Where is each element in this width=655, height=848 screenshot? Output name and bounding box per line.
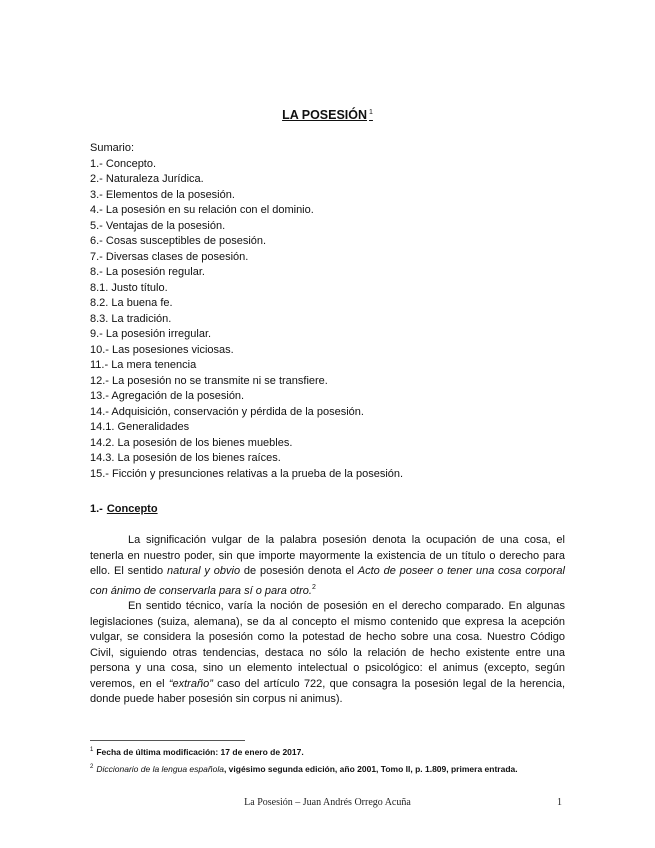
summary-item: 11.- La mera tenencia bbox=[90, 359, 197, 371]
para2-text-c: caso del artículo 722, que consagra la posesión legal de la herencia, donde puede haber posesión sin corpus ni animus). bbox=[90, 677, 565, 705]
summary-item: 14.3. La posesión de los bienes raíces. bbox=[90, 452, 281, 464]
footnote-1-number: 1 bbox=[90, 747, 94, 753]
summary-item: 14.1. Generalidades bbox=[90, 421, 190, 433]
footnote-2 bbox=[90, 760, 570, 777]
section-number: 1.- bbox=[90, 503, 103, 515]
paragraph-1 bbox=[90, 533, 565, 599]
summary-label: Sumario: bbox=[90, 142, 135, 154]
summary-item: 5.- Ventajas de la posesión. bbox=[90, 219, 226, 232]
summary-item: 3.- Elementos de la posesión. bbox=[90, 188, 235, 201]
para1-italic-d: Acto de poseer o tener una cosa corporal con ánimo de conservarla para sí o para otro. bbox=[90, 565, 565, 597]
footnote-2-italic: Diccionario de la lengua española bbox=[96, 764, 224, 774]
summary-item: 8.2. La buena fe. bbox=[90, 297, 173, 309]
summary-item: 8.1. Justo título. bbox=[90, 281, 168, 294]
summary-item: 1.- Concepto. bbox=[90, 157, 157, 170]
para1-italic-b: natural y obvio bbox=[166, 565, 241, 577]
section-heading bbox=[90, 503, 158, 515]
summary-item: 13.- Agregación de la posesión. bbox=[90, 390, 245, 402]
summary-item: 14.2. La posesión de los bienes muebles. bbox=[90, 436, 293, 449]
body-text bbox=[90, 533, 565, 708]
footnote-2-text: , vigésimo segunda edición, año 2001, Tomo II, p. 1.809, primera entrada. bbox=[223, 764, 518, 774]
page-title bbox=[0, 108, 655, 122]
summary-item: 10.- Las posesiones viciosas. bbox=[90, 343, 234, 356]
footnote-ref-2[interactable]: 2 bbox=[311, 583, 316, 591]
footnote-1-text: Fecha de última modificación: 17 de enero de 2017. bbox=[96, 747, 304, 757]
summary-item: 6.- Cosas susceptibles de posesión. bbox=[90, 235, 267, 247]
footnotes bbox=[90, 743, 570, 777]
summary-item: 4.- La posesión en su relación con el dominio. bbox=[90, 204, 314, 216]
para2-italic-b: “extraño” bbox=[168, 677, 213, 690]
page-number: 1 bbox=[557, 797, 562, 808]
summary-item: 15.- Ficción y presunciones relativas a la prueba de la posesión. bbox=[90, 467, 404, 480]
summary-item: 8.3. La tradición. bbox=[90, 312, 172, 325]
footnote-divider bbox=[90, 740, 245, 741]
title-text: LA POSESIÓN bbox=[282, 108, 368, 122]
summary-item: 14.- Adquisición, conservación y pérdida de la posesión. bbox=[90, 405, 364, 418]
summary-list bbox=[90, 141, 570, 482]
page-footer: La Posesión – Juan Andrés Orrego Acuña bbox=[244, 797, 411, 808]
footnote-1 bbox=[90, 743, 570, 760]
para1-text-a: La significación vulgar de la palabra posesión denota la ocupación de una cosa, el tenerla en nuestro poder, sin que importe mayormente la existencia de un título o derecho para ello. El sentido bbox=[90, 534, 565, 577]
para2-text-a: En sentido técnico, varía la noción de posesión en el derecho comparado. En algunas legislaciones (suiza, alemana), se da al concepto el mismo contenido que expresa la acepción vulgar, se considera la posesión como la potestad de hecho sobre una cosa. Nuestro Código Civil, siguiendo otras tendencias, destaca no sólo la relación de hecho existente entre una persona y una cosa, sino un elemento intelectual o psicológico: el animus (excepto, según veremos, en el bbox=[90, 600, 565, 690]
summary-item: 8.- La posesión regular. bbox=[90, 266, 205, 278]
paragraph-2 bbox=[90, 599, 565, 708]
summary-item: 12.- La posesión no se transmite ni se transfiere. bbox=[90, 374, 328, 387]
footnote-2-number: 2 bbox=[90, 764, 94, 770]
summary-item: 9.- La posesión irregular. bbox=[90, 328, 212, 340]
summary-item: 2.- Naturaleza Jurídica. bbox=[90, 173, 204, 185]
para1-text-c: de posesión denota el bbox=[240, 565, 358, 577]
section-title: Concepto bbox=[106, 503, 158, 515]
title-footnote-ref[interactable]: 1 bbox=[369, 109, 373, 116]
summary-item: 7.- Diversas clases de posesión. bbox=[90, 250, 249, 263]
